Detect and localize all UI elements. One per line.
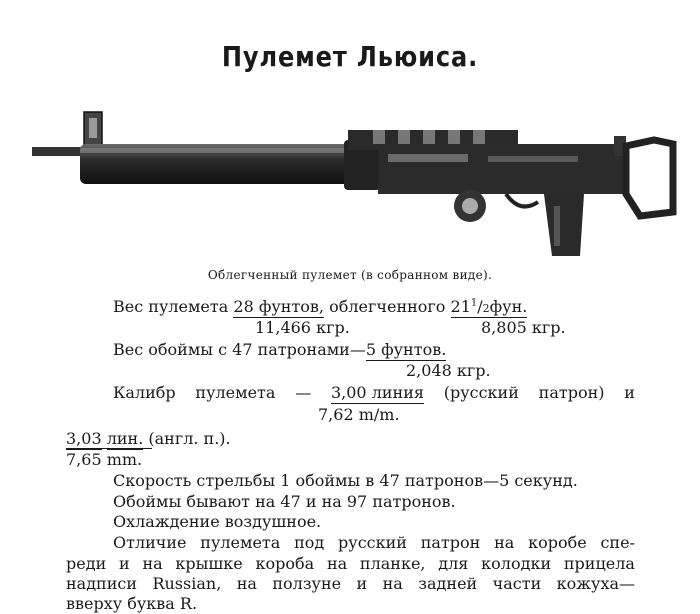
difference-line-2: реди и на крышке короба на планке, для колодки прицела [66, 554, 635, 573]
light-weight-value: $21^1/2фун$. [450, 297, 528, 316]
difference-line-4: вверху буква R. [66, 594, 198, 613]
fire-rate-line: Скорость стрельбы 1 обоймы в 47 патронов—5 секунд. [113, 471, 578, 490]
weight-conversion: 11,466 кгр. [255, 318, 350, 337]
weight-value: 28 фунтов, [233, 297, 325, 316]
cooling-line: Охлаждение воздушное. [113, 512, 322, 531]
photo-caption: Облегченный пулемет (в собранном виде). [207, 268, 493, 282]
weight-mid: облегченного [329, 297, 446, 316]
clip-weight-line: Вес обоймы с 47 патронами—5 фунтов. [113, 340, 447, 359]
difference-line-3: надписи Russian, на ползуне и на задней части кожуха— [66, 574, 635, 593]
caliber-english-line: 3,03 лин. (англ. п.). [66, 429, 231, 448]
weight-line [113, 298, 527, 318]
caliber-english-conversion: 7,65 mm. [66, 450, 143, 469]
caliber-line: Калибр пулемета — 3,00 линия (русский патрон) и [113, 383, 635, 402]
light-weight-conversion: 8,805 кгр. [481, 318, 566, 337]
caliber-conversion: 7,62 m/m. [318, 405, 400, 424]
weight-prefix: Вес пулемета [113, 297, 229, 316]
clip-weight-conversion: 2,048 кгр. [406, 361, 491, 380]
clips-line: Обоймы бывают на 47 и на 97 патронов. [113, 492, 456, 511]
difference-line-1: Отличие пулемета под русский патрон на коробе спе- [113, 533, 635, 552]
lewis-gun-photo [28, 106, 678, 264]
document-title: Пулемет Льюиса. [221, 40, 479, 73]
